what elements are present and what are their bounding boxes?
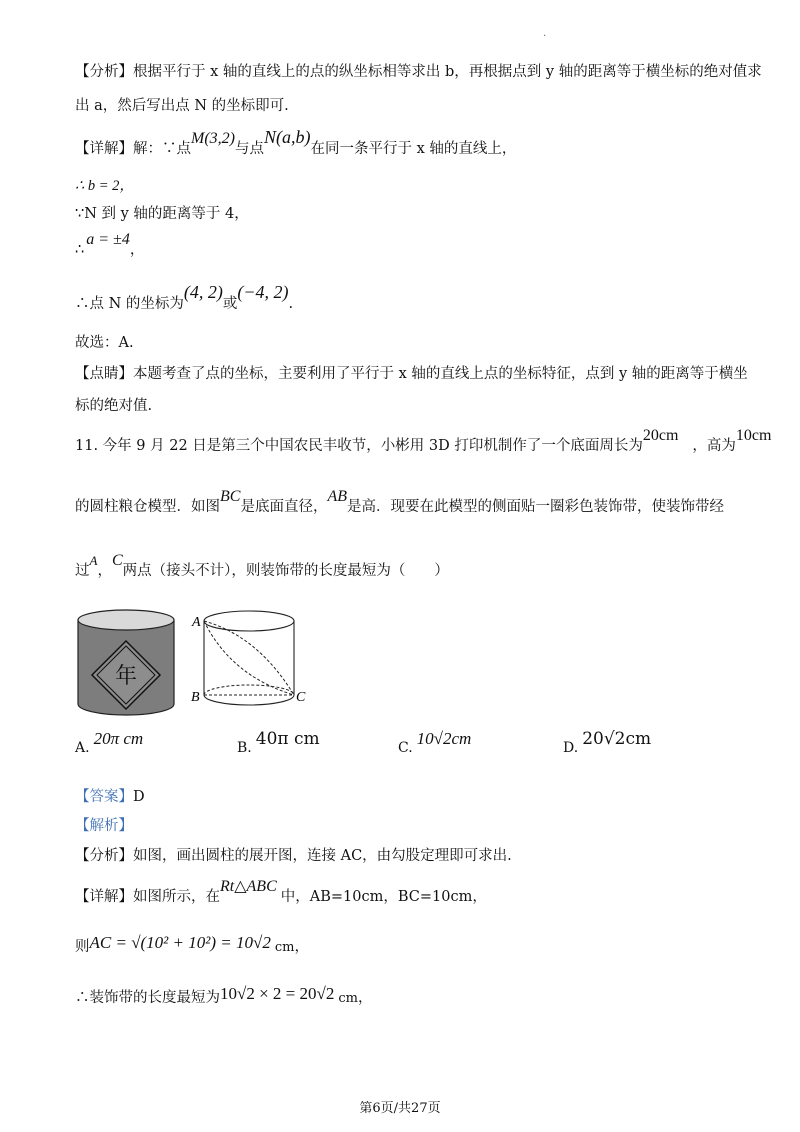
q11-l2-post: 是高．现要在此模型的侧面贴一圈彩色装饰带，使装饰带经 xyxy=(347,499,724,515)
q11-point-a: A xyxy=(89,553,98,568)
option-c-value: 10√2cm xyxy=(416,729,472,748)
fig-label-a: A xyxy=(192,615,201,630)
jiexi-tag: 【解析】 xyxy=(75,818,133,834)
fig-label-c: C xyxy=(296,690,306,705)
step-a-tail: ， xyxy=(129,242,145,258)
option-b-value: 40π cm xyxy=(255,729,320,749)
coord-pre: ∴点 N 的坐标为 xyxy=(75,296,184,312)
fig-label-b: B xyxy=(191,690,200,705)
calc2-pre: ∴装饰带的长度最短为 xyxy=(75,990,220,1006)
coord-p1: (4, 2) xyxy=(183,282,223,302)
detail2-pre: 【详解】如图所示，在 xyxy=(75,889,220,905)
option-a-value: 20π cm xyxy=(93,729,144,748)
option-d-value: 20√2cm xyxy=(582,729,652,749)
calc2-math: 10√2 × 2 = 20√2 xyxy=(220,984,335,1003)
choose1: 故选：A. xyxy=(75,335,134,351)
q11-v1: 20cm xyxy=(642,427,679,444)
q11-line3 xyxy=(75,552,449,581)
comment1-line1: 【点睛】本题考查了点的坐标，主要利用了平行于 x 轴的直线上点的坐标特征，点到 y 轴的距离等于横坐 xyxy=(75,366,748,382)
q11-ab: AB xyxy=(327,488,347,505)
analysis1-line2: 出 a，然后写出点 N 的坐标即可. xyxy=(75,98,289,114)
step-b-text: ∴ b = 2， xyxy=(75,178,134,194)
calc2-unit: cm xyxy=(338,991,358,1006)
cylinder-wireframe-figure xyxy=(186,606,316,716)
calc1-math: AC = √(10² + 10²) = 10√2 xyxy=(89,933,271,952)
answer-line xyxy=(75,787,145,807)
step-a-math: a = ±4 xyxy=(86,231,130,248)
q11-l2-mid: 是底面直径， xyxy=(240,499,328,515)
option-a[interactable] xyxy=(75,729,144,757)
calc1-pre: 则 xyxy=(75,939,90,955)
coord-line xyxy=(75,282,294,314)
answer-tag: 【答案】 xyxy=(75,789,133,805)
option-b[interactable] xyxy=(237,729,320,757)
detail1-line xyxy=(75,127,517,159)
q11-l1-pre: 11. 今年 9 月 22 日是第三个中国农民丰收节，小彬用 3D 打印机制作了一个底面周长为 xyxy=(75,438,643,454)
coord-or: 或 xyxy=(222,296,238,312)
step-b xyxy=(75,176,134,196)
q11-l1-mid: ，高为 xyxy=(692,438,736,454)
option-c[interactable] xyxy=(398,729,472,757)
point-m: M(3,2) xyxy=(191,130,235,147)
seal-char: 年 xyxy=(114,664,138,689)
detail2-line xyxy=(75,878,487,907)
analysis2: 【分析】如图，画出圆柱的展开图，连接 AC，由勾股定理即可求出. xyxy=(75,848,512,864)
option-a-letter: A. xyxy=(75,740,90,756)
calc2-tail: ， xyxy=(357,990,373,1006)
q11-l3-c1: ， xyxy=(97,563,112,579)
option-d-letter: D. xyxy=(563,740,579,756)
calc2-line xyxy=(75,984,373,1009)
comment1-line2: 标的绝对值. xyxy=(75,398,153,414)
q11-l3-post: 两点（接头不计），则装饰带的长度最短为（ ） xyxy=(122,563,449,579)
coord-tail: . xyxy=(288,296,294,312)
q11-line1 xyxy=(75,427,772,456)
detail1-post: 在同一条平行于 x 轴的直线上， xyxy=(310,141,517,157)
detail1-pre: 【详解】解：∵点 xyxy=(75,141,191,157)
option-b-letter: B. xyxy=(237,740,252,756)
q11-v2: 10cm xyxy=(735,427,772,444)
point-n: N(a,b) xyxy=(263,127,311,147)
step-a xyxy=(75,231,145,260)
calc1-unit: cm xyxy=(274,940,295,955)
detail2-rt: Rt△ABC xyxy=(220,878,277,895)
option-c-letter: C. xyxy=(398,740,413,756)
calc1-line xyxy=(75,933,309,958)
q11-point-c: C xyxy=(111,552,123,569)
detail2-post: 中，AB=10cm，BC=10cm， xyxy=(280,889,487,905)
option-d[interactable] xyxy=(563,729,652,757)
page-footer: 第6页/共27页 xyxy=(359,1101,441,1116)
coord-p2: (−4, 2) xyxy=(237,282,289,302)
answer-value: D xyxy=(133,789,145,805)
q11-l3-pre: 过 xyxy=(75,563,90,579)
step-dist: ∵N 到 y 轴的距离等于 4， xyxy=(75,206,249,222)
q11-line2 xyxy=(75,488,724,517)
detail1-mid: 与点 xyxy=(234,141,264,157)
analysis1-line1: 【分析】根据平行于 x 轴的直线上的点的纵坐标相等求出 b，再根据点到 y 轴的距离等于横坐标的绝对值求 xyxy=(75,64,762,80)
therefore-sym: ∴ xyxy=(75,242,85,258)
q11-l2-pre: 的圆柱粮仓模型．如图 xyxy=(75,499,220,515)
top-dot: . xyxy=(543,28,547,39)
calc1-tail: ， xyxy=(294,939,309,955)
q11-bc: BC xyxy=(220,488,241,505)
cylinder-solid-figure xyxy=(76,608,176,718)
